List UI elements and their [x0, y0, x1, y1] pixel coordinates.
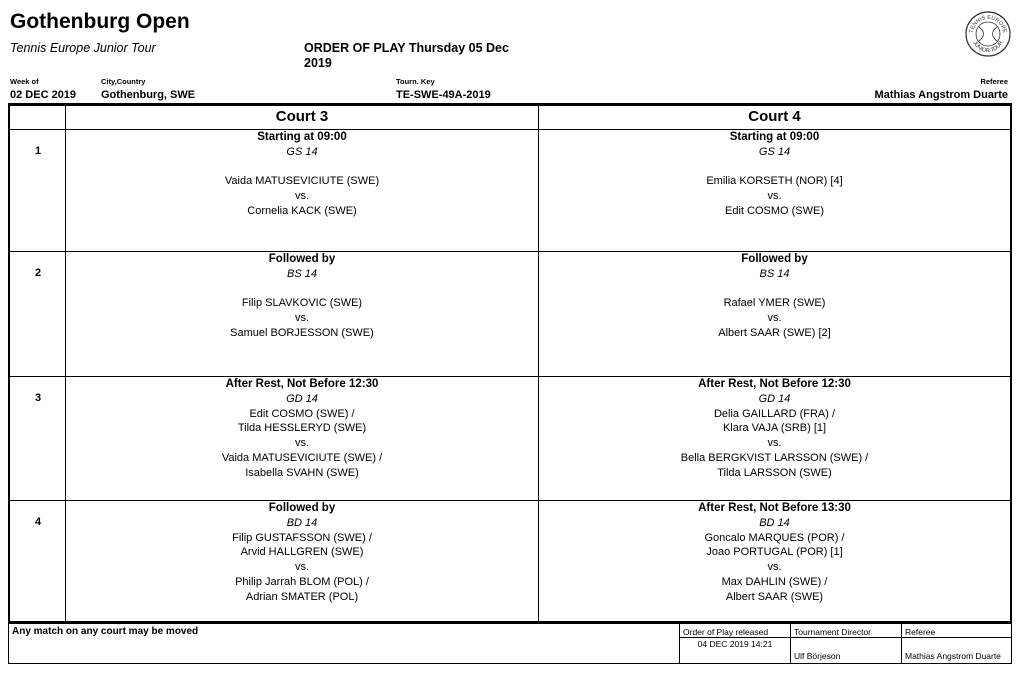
released-value: 04 DEC 2019 14:21 [697, 639, 773, 649]
match-event: BS 14 [287, 267, 317, 280]
versus-label: vs. [294, 312, 310, 325]
court-4-header: Court 4 [748, 108, 801, 125]
player-name: Emilia KORSETH (NOR) [4] [706, 175, 843, 188]
week-label: Week of [10, 77, 39, 86]
footer [8, 624, 1012, 664]
tourn-key-value: TE-SWE-49A-2019 [396, 89, 491, 101]
versus-label: vs. [767, 312, 782, 325]
tour-subtitle: Tennis Europe Junior Tour [10, 41, 156, 55]
match-cell [66, 252, 538, 341]
match-cell [539, 501, 1010, 605]
player-name: Tilda LARSSON (SWE) [717, 466, 832, 479]
order-of-play-line1: ORDER OF PLAY Thursday 05 Dec [304, 41, 509, 55]
footer-referee-value: Mathias Angstrom Duarte [905, 651, 1001, 661]
match-cell [66, 130, 538, 219]
order-of-play-heading [304, 41, 534, 71]
player-name: Tilda HESSLERYD (SWE) [237, 422, 367, 435]
versus-label: vs. [767, 561, 782, 574]
match-cell [66, 501, 538, 605]
referee-label: Referee [980, 77, 1008, 86]
player-name: Albert SAAR (SWE) [725, 590, 824, 603]
week-value: 02 DEC 2019 [10, 89, 77, 101]
match-event: GD 14 [286, 392, 318, 405]
tourn-key-label: Tourn. Key [396, 77, 435, 86]
match-cell [539, 130, 1010, 219]
spacer [539, 282, 1010, 297]
order-of-play-line2: 2019 [304, 56, 332, 70]
footer-referee-label: Referee [905, 627, 936, 637]
spacer [66, 282, 538, 297]
player-name: Joao PORTUGAL (POR) [1] [706, 546, 843, 559]
match-start-time: Followed by [268, 502, 336, 514]
player-name: Edit COSMO (SWE) [724, 204, 824, 217]
row-number: 2 [34, 267, 42, 279]
player-name: Edit COSMO (SWE) / [249, 407, 355, 420]
player-name: Samuel BORJESSON (SWE) [230, 326, 374, 339]
player-name: Goncalo MARQUES (POR) / [704, 531, 845, 544]
player-name: Cornelia KACK (SWE) [247, 204, 357, 217]
match-event: GS 14 [286, 145, 318, 158]
match-start-time: After Rest, Not Before 12:30 [698, 378, 851, 390]
player-name: Vaida MATUSEVICIUTE (SWE) [224, 175, 380, 188]
versus-label: vs. [767, 437, 782, 450]
player-name: Filip GUSTAFSSON (SWE) / [232, 531, 372, 544]
player-name: Rafael YMER (SWE) [723, 297, 826, 310]
match-start-time: After Rest, Not Before 13:30 [698, 502, 851, 514]
footer-note: Any match on any court may be moved [12, 626, 199, 637]
player-name: Philip Jarrah BLOM (POL) / [235, 575, 369, 588]
referee-value: Mathias Angstrom Duarte [874, 89, 1008, 101]
released-label: Order of Play released [683, 627, 769, 637]
player-name: Vaida MATUSEVICIUTE (SWE) / [221, 451, 383, 464]
match-start-time: Starting at 09:00 [257, 131, 347, 143]
director-value: Ulf Börjeson [794, 651, 841, 661]
player-name: Arvid HALLGREN (SWE) [240, 546, 364, 559]
versus-label: vs. [294, 437, 310, 450]
match-start-time: Starting at 09:00 [729, 131, 820, 143]
city-value: Gothenburg, SWE [101, 89, 196, 101]
player-name: Bella BERGKVIST LARSSON (SWE) / [680, 451, 869, 464]
spacer [539, 160, 1010, 175]
versus-label: vs. [767, 190, 782, 203]
footer-referee-box [901, 624, 1011, 664]
tournament-title: Gothenburg Open [10, 10, 190, 33]
match-start-time: Followed by [741, 253, 808, 265]
footer-director-box [790, 624, 901, 664]
row-number: 3 [34, 392, 42, 404]
logo-text-bottom: JUNIOR TOUR [971, 40, 1005, 55]
logo-text-top: TENNIS EUROPE [968, 14, 1008, 34]
versus-label: vs. [294, 190, 310, 203]
versus-label: vs. [294, 561, 310, 574]
player-name: Adrian SMATER (POL) [245, 590, 359, 603]
row-number: 4 [34, 516, 42, 528]
match-start-time: Followed by [268, 253, 336, 265]
city-label: City,Country [101, 77, 146, 86]
footer-divider [679, 637, 1011, 638]
player-name: Albert SAAR (SWE) [2] [718, 326, 831, 339]
match-event: BD 14 [286, 516, 318, 529]
player-name: Delia GAILLARD (FRA) / [713, 407, 836, 420]
spacer [66, 160, 538, 175]
row-number: 1 [34, 145, 42, 157]
order-of-play-grid [8, 103, 1012, 624]
tennis-europe-logo-icon [964, 10, 1012, 58]
match-event: BD 14 [759, 516, 790, 529]
match-cell [539, 377, 1010, 481]
match-event: GD 14 [758, 392, 791, 405]
footer-released-box [679, 624, 790, 664]
match-cell [539, 252, 1010, 341]
director-label: Tournament Director [794, 627, 872, 637]
match-cell [66, 377, 538, 481]
match-event: GS 14 [758, 145, 791, 158]
player-name: Klara VAJA (SRB) [1] [722, 422, 827, 435]
court-3-header: Court 3 [275, 108, 329, 125]
player-name: Max DAHLIN (SWE) / [721, 575, 828, 588]
player-name: Filip SLAVKOVIC (SWE) [241, 297, 363, 310]
player-name: Isabella SVAHN (SWE) [245, 466, 359, 479]
match-start-time: After Rest, Not Before 12:30 [225, 378, 379, 390]
match-event: BS 14 [759, 267, 790, 280]
